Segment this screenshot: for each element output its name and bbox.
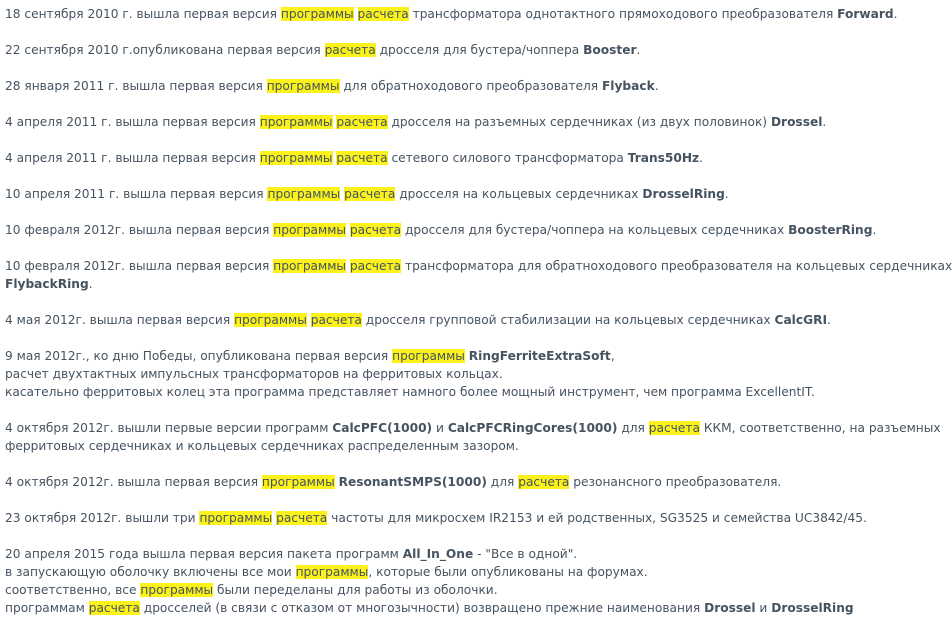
program-name: Drossel [770,115,823,129]
entry-text: - "Все в одной". [473,547,578,561]
entry-line [5,419,941,437]
entry-line [5,437,891,455]
entry-text: 4 апреля 2011 г. вышла первая версия [5,115,260,129]
entry-line [5,311,891,329]
entry-text: и [432,421,448,435]
search-highlight: программы [261,475,335,489]
entry-line [5,257,952,275]
entry-line [5,473,891,491]
entry-text: дросселя групповой стабилизации на кольцевых сердечниках [361,313,775,327]
program-name: CalcPFC(1000) [332,421,433,435]
entry-line [5,77,891,95]
news-entry [5,77,891,95]
entry-text: расчет двухтактных импульсных трансформаторов на ферритовых кольцах. [5,367,503,381]
entry-text: . [654,79,659,93]
entry-text: дросселя для бустера/чоппера на кольцевых сердечниках [401,223,789,237]
entry-text: касательно ферритовых колец эта программа представляет намного более мощный инструмент, чем программа ExcellentIT. [5,385,815,399]
search-highlight: программы [140,583,214,597]
entry-text: 9 мая 2012г., ко дню Победы, опубликована первая версия [5,349,393,363]
entry-text: для обратноходового преобразователя [339,79,602,93]
entry-text: 4 мая 2012г. вышла первая версия [5,313,235,327]
search-highlight: программы [392,349,465,363]
news-entry [5,185,891,203]
entry-text: сетевого силового трансформатора [387,151,628,165]
entry-text: . [699,151,704,165]
entry-line [5,149,891,167]
entry-text: программам [5,601,89,615]
program-name: All_In_One [402,547,474,561]
search-highlight: расчета [88,601,140,615]
search-highlight: расчета [324,43,376,57]
entry-text: ККМ, соответственно, на разъемных [699,421,941,435]
entry-text: . [827,313,831,327]
news-entry [5,257,952,293]
search-highlight: расчета [349,223,402,237]
program-name: FlybackRing [5,277,89,291]
program-name: ResonantSMPS(1000) [338,475,487,489]
entry-line [5,185,891,203]
search-highlight: расчета [276,511,328,525]
entry-text: дросселя на кольцевых сердечниках [395,187,643,201]
program-name: Drossel [704,601,756,615]
entry-text: 4 октября 2012г. вышла первая версия [5,475,262,489]
entry-text: соответственно, все [5,583,141,597]
entry-text [354,7,358,21]
news-entry [5,5,898,23]
entry-text: ферритовых сердечниках и кольцевых сердечниках распределенным зазором. [5,439,519,453]
program-name: CalcGRI [774,313,828,327]
search-highlight: программы [259,115,333,129]
entry-text: 23 октября 2012г. вышли три [5,511,200,525]
search-highlight: программы [280,7,354,21]
news-entry [5,221,891,239]
search-highlight: расчета [310,313,362,327]
entry-line [5,563,891,581]
entry-text: 22 сентября 2010 г.опубликована первая версия [5,43,325,57]
news-entry [5,311,891,329]
entry-text: . [872,223,877,237]
program-name: Booster [583,43,637,57]
search-highlight: расчета [648,421,700,435]
entry-line [5,113,891,131]
news-entry [5,473,891,491]
search-highlight: расчета [336,151,388,165]
entry-text: . [893,7,898,21]
entry-text: 4 апреля 2011 г. вышла первая версия [5,151,260,165]
search-highlight: программы [266,79,340,93]
search-highlight: программы [273,259,347,273]
entry-text: 10 февраля 2012г. вышла первая версия [5,259,274,273]
news-entry [5,347,891,401]
entry-text: дросселя на разъемных сердечниках (из двух половинок) [387,115,771,129]
search-highlight: расчета [357,7,409,21]
entry-text: частоты для микросхем IR2153 и ей родственных, SG3525 и семейства UC3842/45. [327,511,867,525]
search-highlight: расчета [349,259,402,273]
program-name: Flyback [601,79,655,93]
search-highlight: программы [273,223,347,237]
program-name: DrosselRing [771,601,854,615]
entry-line [5,581,891,599]
search-highlight: программы [295,565,369,579]
entry-line [5,5,898,23]
entry-text: дросселя для бустера/чоппера [375,43,584,57]
search-highlight: программы [267,187,341,201]
entry-line [5,365,891,383]
program-name: Forward [837,7,894,21]
entry-text: для [486,475,519,489]
entry-text: . [724,187,729,201]
news-entry [5,419,941,455]
entry-text: резонансного преобразователя. [569,475,782,489]
search-highlight: программы [259,151,333,165]
entry-text: трансформатора однотактного прямоходового преобразователя [408,7,838,21]
search-highlight: расчета [518,475,570,489]
entry-text: 4 октября 2012г. вышли первые версии программ [5,421,333,435]
entry-text: 10 апреля 2011 г. вышла первая версия [5,187,268,201]
entry-text: 20 апреля 2015 года вышла первая версия пакета программ [5,547,403,561]
entry-line [5,545,891,563]
entry-text: дросселей (в связи с отказом от многозычности) возвращено прежние наименования [139,601,705,615]
program-name: DrosselRing [642,187,725,201]
search-highlight: программы [199,511,273,525]
entry-text: , [610,349,615,363]
search-highlight: расчета [344,187,396,201]
program-name: RingFerriteExtraSoft [468,349,611,363]
entry-text: 18 сентября 2010 г. вышла первая версия [5,7,281,21]
entry-line [5,383,891,401]
news-entry [5,41,891,59]
entry-text: 10 февраля 2012г. вышла первая версия [5,223,274,237]
program-name: Trans50Hz [627,151,700,165]
entry-text: . [88,277,93,291]
entry-line [5,275,891,293]
entry-text: и [755,601,772,615]
search-highlight: расчета [336,115,388,129]
search-highlight: программы [234,313,307,327]
news-entry [5,545,891,617]
news-entry [5,149,891,167]
program-name: BoosterRing [788,223,873,237]
entry-line [5,41,891,59]
news-entry [5,113,891,131]
entry-text: . [822,115,827,129]
entry-line [5,221,891,239]
news-entry [5,509,891,527]
entry-text: 28 января 2011 г. вышла первая версия [5,79,267,93]
entry-line [5,347,891,365]
entry-line [5,509,891,527]
program-name: CalcPFCRingCores(1000) [447,421,618,435]
entry-line [5,599,891,617]
entry-text: , которые были опубликованы на форумах. [368,565,648,579]
entry-text: . [636,43,641,57]
entry-text: в запускающую оболочку включены все мои [5,565,296,579]
entry-text: были переделаны для работы из оболочки. [213,583,498,597]
entry-text: трансформатора для обратноходового преобразователя на кольцевых сердечниках [401,259,952,273]
entry-text: для [617,421,649,435]
